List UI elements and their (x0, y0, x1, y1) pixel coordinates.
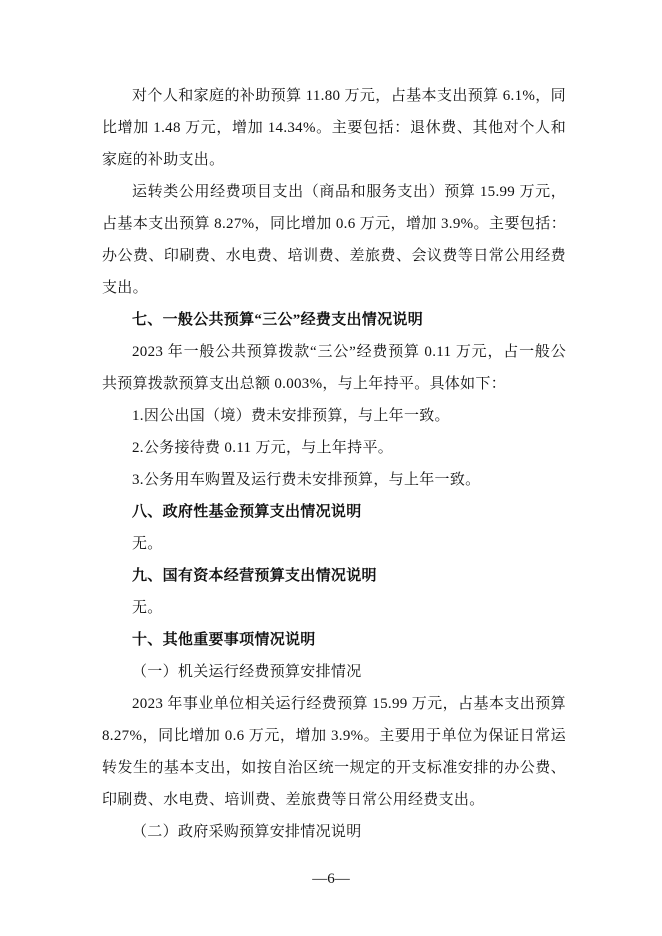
page-body (102, 80, 566, 848)
paragraph-operating-expenses: 运转类公用经费项目支出（商品和服务支出）预算 15.99 万元，占基本支出预算 8.27%，同比增加 0.6 万元，增加 3.9%。主要包括：办公费、印刷费、水电费、培训费、差旅费、会议费等日常公用经费支出。 (102, 184, 566, 296)
section-9-body: 无。 (132, 600, 163, 616)
paragraph-individual-subsidy: 对个人和家庭的补助预算 11.80 万元，占基本支出预算 6.1%，同比增加 1.48 万元，增加 14.34%。主要包括：退休费、其他对个人和家庭的补助支出。 (102, 88, 566, 168)
section-10-sub-1-body: 2023 年事业单位相关运行经费预算 15.99 万元，占基本支出预算 8.27%，同比增加 0.6 万元，增加 3.9%。主要用于单位为保证日常运转发生的基本支出，如按自治区统一规定的开支标准安排的办公费、印刷费、水电费、培训费、差旅费等日常公用经费支出。 (102, 696, 566, 808)
section-7-item-2: 2.公务接待费 0.11 万元，与上年持平。 (132, 440, 394, 456)
section-10-sub-1-heading: （一）机关运行经费预算安排情况 (132, 664, 362, 680)
section-7-heading: 七、一般公共预算“三公”经费支出情况说明 (132, 312, 424, 328)
section-8-heading: 八、政府性基金预算支出情况说明 (132, 504, 362, 520)
section-7-intro: 2023 年一般公共预算拨款“三公”经费预算 0.11 万元，占一般公共预算拨款预算支出总额 0.003%，与上年持平。具体如下： (102, 344, 566, 392)
section-10-sub-2-heading: （二）政府采购预算安排情况说明 (132, 824, 362, 840)
section-8-body: 无。 (132, 536, 163, 552)
section-7-item-3: 3.公务用车购置及运行费未安排预算，与上年一致。 (132, 472, 481, 488)
section-10-heading: 十、其他重要事项情况说明 (132, 632, 316, 648)
section-7-item-1: 1.因公出国（境）费未安排预算，与上年一致。 (132, 408, 450, 424)
section-9-heading: 九、国有资本经营预算支出情况说明 (132, 568, 377, 584)
page-number: —6— (312, 871, 350, 887)
